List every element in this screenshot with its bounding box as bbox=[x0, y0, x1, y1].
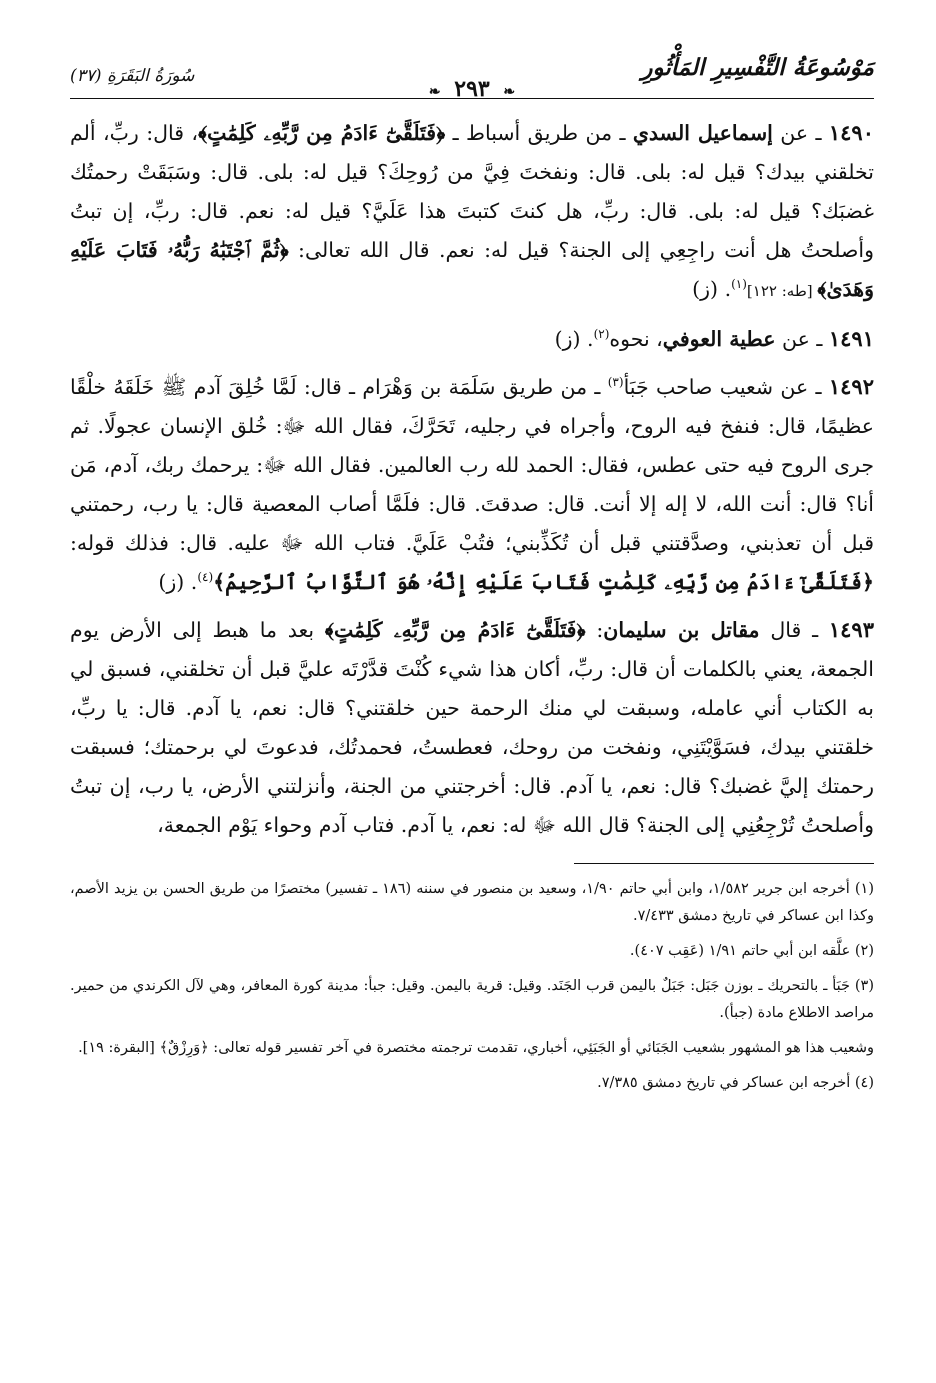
entry-paragraph bbox=[70, 319, 874, 359]
entry-text: ـ من طريق أسباط ـ bbox=[445, 121, 633, 145]
narrator-name: مقاتل بن سليمان bbox=[603, 618, 760, 642]
narrator-name: إسماعيل السدي bbox=[632, 121, 773, 145]
narrator-name: عطية العوفي bbox=[662, 327, 776, 351]
footnote: (٣) جَبَأ ـ بالتحريك ـ بوزن جَبَل: جَبَلٌ باليمن قرب الجَنَد. وقيل: قرية باليمن. وقيل: جبأ: مدينة كورة المعافر، وهي لآل الكرندي من حمير. مراصد الاطلاع مادة (جبأ). bbox=[70, 978, 874, 1021]
footnote: وشعيب هذا هو المشهور بشعيب الجَبَائي أو الجَبَئِي، أخباري، تقدمت ترجمته مختصرة في آخر تفسير قوله تعالى: ﴿وَرِزْقٌ﴾ [البقرة: ١٩]. bbox=[78, 1040, 874, 1056]
entry-text: ـ من طريق سَلَمَة بن وَهْرَام ـ قال: لَمَّا خُلِقَ آدم ﷺ خَلَقَهُ خلْقًا عظيمًا، قال: فنفخ فيه الروح، وأجراه في رجليه، تَحَرَّكَ، فقال الله ﷻ: خُلق الإنسان عجولًا. ثم جرى الروح فيه حتى عطس، فقال: الحمد لله رب العالمين. فقال الله ﷻ: يرحمك ربك، آدم، مَن أنا؟ قال: أنت الله، لا إله إلا أنت. قال: صدقتَ. قال: فلَمَّا أصاب المعصية قال: يا رب، رحمتني قبل أن تعذبني، وصدَّقتني قبل أن تُكَذِّبني؛ فتُبْ عَلَيَّ. فتاب الله ﷻ عليه. قال: فذلك قوله: bbox=[70, 375, 874, 555]
footnote-marker: (٤) bbox=[197, 570, 214, 585]
verse-reference: [طه: ١٢٢] bbox=[746, 282, 818, 300]
page-body bbox=[70, 113, 874, 845]
entry-text: ـ عن bbox=[775, 327, 829, 351]
entry-text: بعد ما هبط إلى الأرض يوم الجمعة، يعني بالكلمات أن قال: ربِّ، أكان هذا شيء كُنْتَ قدَّرْتَه عليَّ قبل أن تخلقني، فسبق لي به الكتاب أني عامله، وسبقت لي منك الرحمة حين خلقتني؟ قال: نعم، يا آدم. قال: يا ربِّ، خلقتني بيدك، فسَوَّيْتَنِي، ونفخت من روحك، فعطستُ، فحمدتُك، فدعوتَ لي برحمتك؛ فسبقت رحمتك إليَّ غضبك؟ قال: نعم، يا آدم. قال: أخرجتني من الجنة، وأنزلتني الأرض، يا رب، إن تبتُ وأصلحتُ تُرْجِعُنِي إلى الجنة؟ قال الله ﷻ له: نعم، يا آدم. فتاب آدم وحواء يَوْم الجمعة، bbox=[70, 618, 874, 837]
entry-number: ١٤٩٣ bbox=[828, 617, 874, 642]
surah-label: سُورَةُ البَقَرَةِ (٣٧) bbox=[70, 66, 195, 86]
entry-text: ـ عن شعيب صاحب جَبَأ bbox=[623, 375, 829, 399]
page-header bbox=[70, 50, 874, 102]
entry-number: ١٤٩٢ bbox=[828, 374, 874, 399]
entry-text: ـ عن bbox=[772, 121, 829, 145]
footnote: (٤) أخرجه ابن عساكر في تاريخ دمشق ٧/٣٨٥. bbox=[597, 1075, 874, 1091]
book-title: مَوْسُوعَةُ التَّفْسِيرِ المَأْثُورِ bbox=[641, 54, 874, 81]
footnote-marker: (٢) bbox=[593, 327, 610, 342]
entry-number: ١٤٩١ bbox=[828, 326, 874, 351]
entry-text: ، نحوه bbox=[609, 327, 663, 351]
entry-text: . (ز) bbox=[158, 570, 198, 594]
quran-verse: ﴿فَتَلَقَّىٰٓ ءَادَمُ مِن رَّبِّهِۦ كَلِمَٰتٍ﴾ bbox=[198, 121, 446, 145]
footnote-marker: (٣) bbox=[607, 375, 624, 390]
book-page bbox=[70, 50, 874, 1105]
footnote-marker: (١) bbox=[731, 277, 747, 292]
quran-verse: ﴿ثُمَّ ٱجْتَبَٰهُ رَبُّهُۥ فَتَابَ عَلَيْهِ وَهَدَىٰ﴾ bbox=[70, 238, 874, 301]
entry-text: . (ز) bbox=[554, 327, 594, 351]
entry-text: ـ قال bbox=[759, 618, 829, 642]
entry-text: . (ز) bbox=[692, 277, 732, 301]
page-number-value: ٢٩٣ bbox=[454, 76, 490, 102]
ornament-icon: ❧ bbox=[428, 84, 441, 100]
entry-number: ١٤٩٠ bbox=[828, 120, 874, 145]
entry-paragraph bbox=[70, 610, 874, 845]
footnote: (١) أخرجه ابن جرير ١/٥٨٢، وابن أبي حاتم ١/٩٠، وسعيد بن منصور في سننه (١٨٦ ـ تفسير) مختصرًا من طريق الحسن بن يزيد الأصم، وكذا ابن عساكر في تاريخ دمشق ٧/٤٣٣. bbox=[70, 881, 874, 924]
entry-paragraph bbox=[70, 367, 874, 602]
ornament-icon: ❧ bbox=[503, 84, 516, 100]
footnotes bbox=[70, 876, 874, 1097]
quran-verse: ﴿فَتَلَقَّىٰٓ ءَادَمُ مِن رَّبِّهِۦ كَلِمَٰتٍ فَتَابَ عَلَيْهِ إِنَّهُۥ هُوَ ٱلتَّوَّابُ ٱلرَّحِيمُ﴾ bbox=[213, 570, 874, 594]
entry-paragraph bbox=[70, 113, 874, 311]
footnote: (٢) علَّقه ابن أبي حاتم ١/٩١ (عَقِب ٤٠٧). bbox=[629, 943, 874, 959]
entry-text: : bbox=[585, 618, 604, 642]
quran-verse: ﴿فَتَلَقَّىٰٓ ءَادَمُ مِن رَّبِّهِۦ كَلِمَٰتٍ﴾ bbox=[324, 618, 586, 642]
footnote-divider bbox=[574, 863, 874, 864]
entry-text: ، قال: ربِّ، ألم تخلقني بيدك؟ قيل له: بلى. قال: ونفختَ فِيَّ من رُوحِكَ؟ قيل له: بلى. قال: وسَبَقَتْ رحمتُك غضبَك؟ قيل له: بلى. قال: ربِّ، هل كنتَ كتبتَ هذا عَلَيَّ؟ قيل له: نعم. قال: ربِّ، إن تبتُ وأصلحتُ هل أنت راجِعِي إلى الجنة؟ قيل له: نعم. قال الله تعالى: bbox=[70, 121, 875, 262]
